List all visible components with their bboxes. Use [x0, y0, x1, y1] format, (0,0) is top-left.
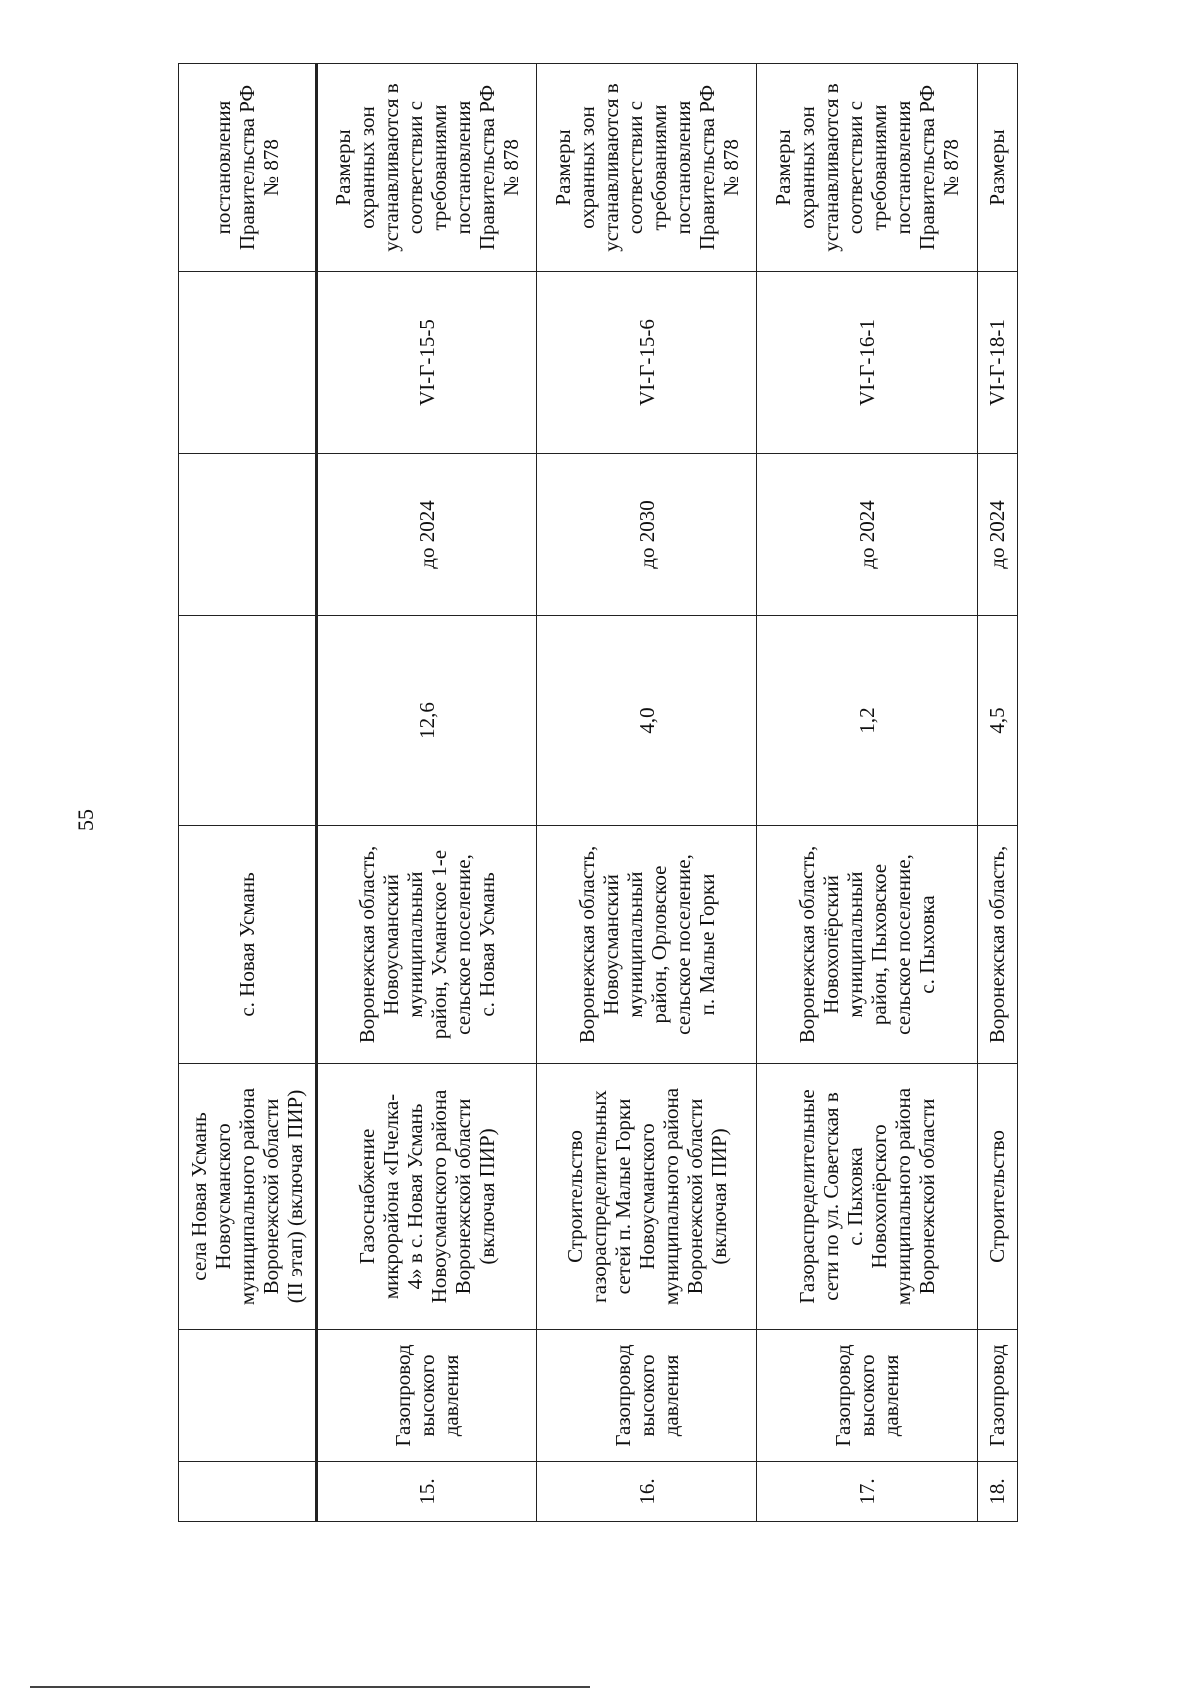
- protection-zone-line: постановления: [670, 100, 695, 235]
- object-location-line: район, Орловское: [646, 865, 671, 1024]
- table-row: [316, 64, 536, 1522]
- object-code-cell: [179, 272, 317, 454]
- protection-zone-cell: [316, 64, 536, 272]
- object-description-line: Воронежской области: [682, 1098, 707, 1295]
- protection-zone-line: Правительства РФ: [694, 84, 719, 251]
- object-location-cell: [316, 826, 536, 1064]
- protection-zone-line: Правительства РФ: [474, 84, 499, 251]
- objects-table: [178, 63, 1018, 1522]
- table-body: [179, 64, 1018, 1522]
- protection-zone-line: постановления: [210, 100, 235, 235]
- object-location-line: с. Новая Усмань: [234, 872, 259, 1017]
- protection-zone-cell: [757, 64, 977, 272]
- object-description-line: муниципального района: [891, 1087, 916, 1306]
- object-type-line: Газопровод: [831, 1344, 856, 1447]
- object-location-line: Новохопёрский: [819, 875, 844, 1014]
- object-location-cell: [179, 826, 317, 1064]
- object-length-cell: 4,0: [537, 616, 757, 826]
- object-description-line: Строительство: [562, 1130, 587, 1263]
- implementation-term-cell: до 2030: [537, 454, 757, 616]
- object-type-line: давления: [879, 1354, 904, 1437]
- object-location-line: муниципальный: [622, 871, 647, 1018]
- object-description-cell: [977, 1064, 1017, 1330]
- object-location-line: Воронежская область,: [985, 845, 1010, 1044]
- object-type-line: высокого: [855, 1354, 880, 1437]
- table-row: [537, 64, 757, 1522]
- object-description-cell: [316, 1064, 536, 1330]
- object-description-line: сети по ул. Советская в: [819, 1092, 844, 1301]
- object-length-cell: 12,6: [316, 616, 536, 826]
- object-code-cell: VI-Г-16-1: [757, 272, 977, 454]
- object-location-line: сельское поселение,: [450, 854, 475, 1035]
- protection-zone-line: соответствии с: [622, 100, 647, 235]
- protection-zone-line: постановления: [891, 100, 916, 235]
- protection-zone-line: Размеры: [550, 129, 575, 206]
- object-location-line: муниципальный: [402, 871, 427, 1018]
- object-type-line: Газопровод: [610, 1344, 635, 1447]
- object-location-line: Воронежская область,: [795, 845, 820, 1044]
- protection-zone-line: № 878: [498, 139, 523, 196]
- rotated-table-wrapper: [178, 64, 1018, 1522]
- object-location-line: с. Пыховка: [915, 895, 940, 994]
- object-location-line: сельское поселение,: [670, 854, 695, 1035]
- protection-zone-line: № 878: [258, 139, 283, 196]
- object-description-line: Новохопёрского: [867, 1124, 892, 1269]
- protection-zone-cell: [537, 64, 757, 272]
- object-code-cell: VI-Г-15-5: [316, 272, 536, 454]
- object-description-line: микрорайона «Пчелка-: [378, 1093, 403, 1300]
- table-row: [179, 64, 317, 1522]
- table-row: [757, 64, 977, 1522]
- object-type-line: давления: [658, 1354, 683, 1437]
- object-description-line: сетей п. Малые Горки: [610, 1098, 635, 1295]
- object-length-cell: [179, 616, 317, 826]
- object-description-cell: [537, 1064, 757, 1330]
- protection-zone-line: Правительства РФ: [915, 84, 940, 251]
- object-description-line: 4» в с. Новая Усмань: [402, 1103, 427, 1290]
- protection-zone-line: охранных зон: [795, 106, 820, 229]
- object-description-line: муниципального района: [234, 1087, 259, 1306]
- object-description-line: муниципального района: [658, 1087, 683, 1306]
- protection-zone-line: устанавливаются в: [598, 83, 623, 252]
- row-number-cell: 18.: [977, 1462, 1017, 1522]
- protection-zone-line: требованиями: [867, 104, 892, 231]
- implementation-term-cell: [179, 454, 317, 616]
- object-description-line: (включая ПИР): [706, 1128, 731, 1265]
- object-description-cell: [179, 1064, 317, 1330]
- protection-zone-cell: [179, 64, 317, 272]
- protection-zone-line: соответствии с: [843, 100, 868, 235]
- object-description-line: Новоусманского: [634, 1123, 659, 1270]
- object-type-cell: [316, 1330, 536, 1462]
- object-description-line: Воронежской области: [258, 1098, 283, 1295]
- object-description-cell: [757, 1064, 977, 1330]
- implementation-term-cell: до 2024: [316, 454, 536, 616]
- footer-line: [30, 1686, 590, 1688]
- object-description-line: Воронежской области: [915, 1098, 940, 1295]
- protection-zone-line: Правительства РФ: [234, 84, 259, 251]
- protection-zone-line: № 878: [718, 139, 743, 196]
- object-location-line: Воронежская область,: [574, 845, 599, 1044]
- object-type-cell: [977, 1330, 1017, 1462]
- object-location-line: Воронежская область,: [354, 845, 379, 1044]
- object-description-line: с. Пыховка: [843, 1147, 868, 1246]
- object-description-line: села Новая Усмань: [186, 1112, 211, 1281]
- object-description-line: Воронежской области: [450, 1098, 475, 1295]
- protection-zone-cell: [977, 64, 1017, 272]
- object-type-line: давления: [438, 1354, 463, 1437]
- object-type-line: Газопровод: [390, 1344, 415, 1447]
- object-location-line: сельское поселение,: [891, 854, 916, 1035]
- object-length-cell: 1,2: [757, 616, 977, 826]
- object-location-line: район, Пыховское: [867, 863, 892, 1026]
- object-location-line: район, Усманское 1-е: [426, 849, 451, 1040]
- object-description-line: Новоусманского: [210, 1123, 235, 1270]
- protection-zone-line: Размеры: [771, 129, 796, 206]
- object-location-line: п. Малые Горки: [694, 873, 719, 1016]
- object-code-cell: VI-Г-15-6: [537, 272, 757, 454]
- object-type-line: высокого: [634, 1354, 659, 1437]
- object-location-cell: [537, 826, 757, 1064]
- object-type-cell: [757, 1330, 977, 1462]
- protection-zone-line: устанавливаются в: [378, 83, 403, 252]
- object-type-cell: [537, 1330, 757, 1462]
- object-description-line: газораспределительных: [586, 1090, 611, 1303]
- protection-zone-line: охранных зон: [354, 106, 379, 229]
- row-number-cell: 15.: [316, 1462, 536, 1522]
- page-number: 55: [73, 809, 98, 831]
- object-location-cell: [757, 826, 977, 1064]
- object-description-line: Газораспределительные: [795, 1089, 820, 1304]
- object-description-line: (включая ПИР): [474, 1128, 499, 1265]
- implementation-term-cell: до 2024: [757, 454, 977, 616]
- object-description-line: (II этап) (включая ПИР): [282, 1089, 307, 1304]
- protection-zone-line: постановления: [450, 100, 475, 235]
- implementation-term-cell: до 2024: [977, 454, 1017, 616]
- object-location-line: Новоусманский: [378, 874, 403, 1015]
- object-location-line: с. Новая Усмань: [474, 872, 499, 1017]
- protection-zone-line: Размеры: [985, 129, 1010, 206]
- protection-zone-line: Размеры: [330, 129, 355, 206]
- object-type-line: высокого: [414, 1354, 439, 1437]
- object-description-line: Газоснабжение: [354, 1128, 379, 1265]
- object-description-line: Новоусманского района: [426, 1089, 451, 1304]
- object-location-line: муниципальный: [843, 871, 868, 1018]
- row-number-cell: 16.: [537, 1462, 757, 1522]
- protection-zone-line: охранных зон: [574, 106, 599, 229]
- object-description-line: Строительство: [985, 1130, 1010, 1263]
- object-type-line: Газопровод: [985, 1344, 1010, 1447]
- protection-zone-line: устанавливаются в: [819, 83, 844, 252]
- protection-zone-line: требованиями: [426, 104, 451, 231]
- object-type-cell: [179, 1330, 317, 1462]
- object-location-cell: [977, 826, 1017, 1064]
- protection-zone-line: требованиями: [646, 104, 671, 231]
- row-number-cell: [179, 1462, 317, 1522]
- object-code-cell: VI-Г-18-1: [977, 272, 1017, 454]
- table-row: [977, 64, 1017, 1522]
- protection-zone-line: № 878: [939, 139, 964, 196]
- object-length-cell: 4,5: [977, 616, 1017, 826]
- object-location-line: Новоусманский: [598, 874, 623, 1015]
- protection-zone-line: соответствии с: [402, 100, 427, 235]
- row-number-cell: 17.: [757, 1462, 977, 1522]
